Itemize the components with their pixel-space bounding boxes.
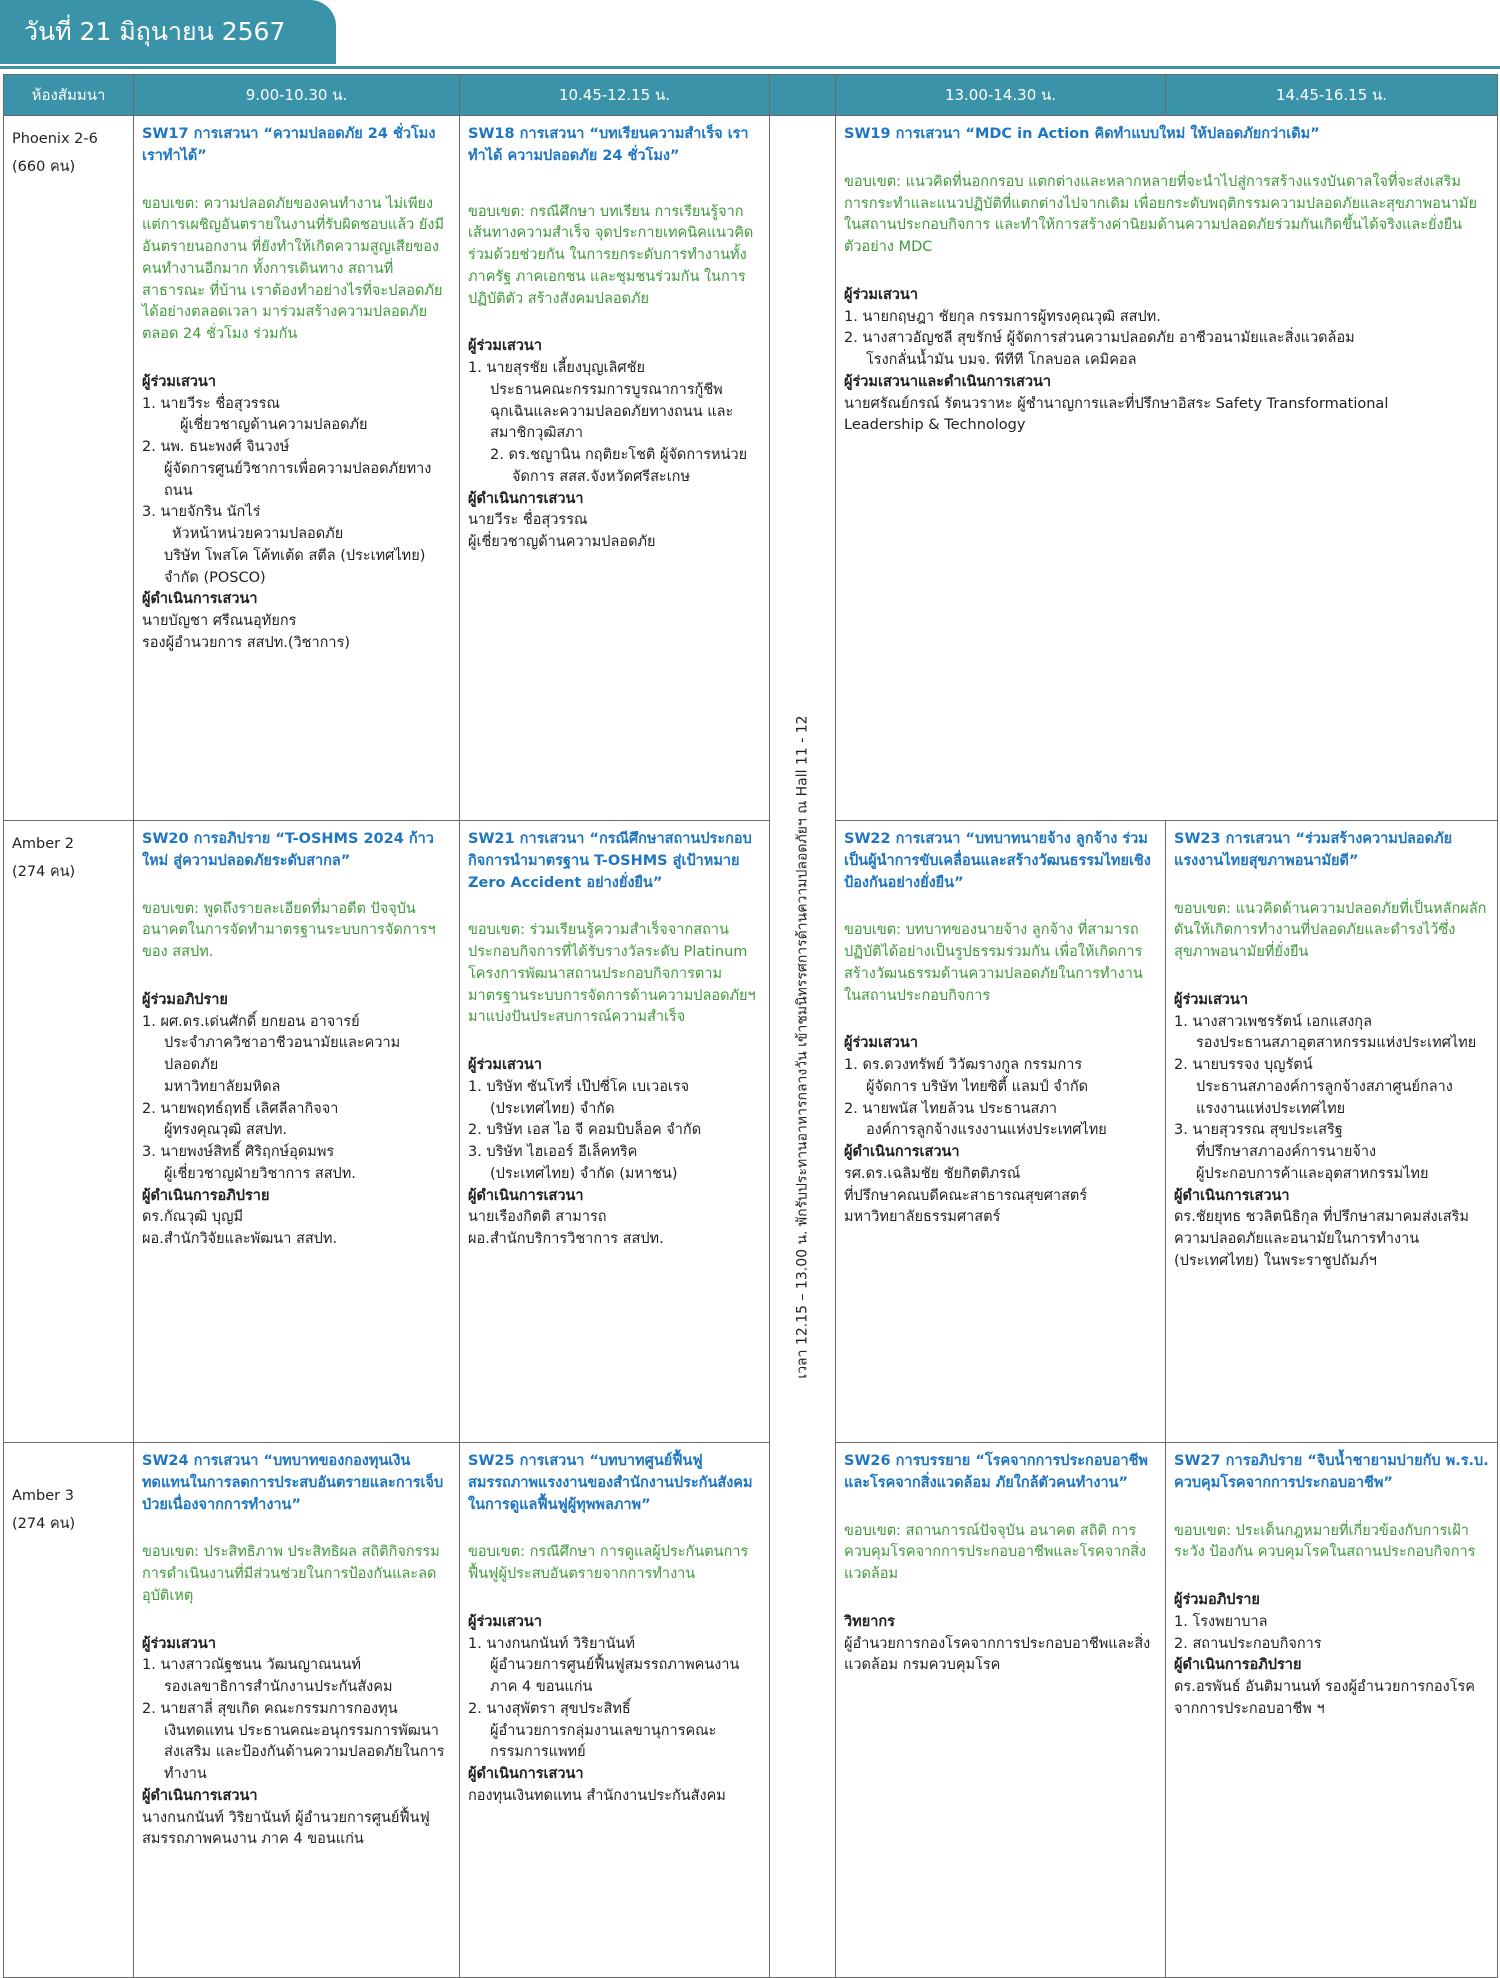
header-slot2: 10.45-12.15 น.: [460, 75, 770, 116]
session-scope: ขอบเขต: สถานการณ์ปัจจุบัน อนาคต สถิติ การควบคุมโรคจากการประกอบอาชีพและโรคจากสิ่งแวดล้อม: [844, 1522, 1147, 1582]
panelist: 2. บริษัท เอส ไอ จี คอมบิบล็อค จำกัด: [468, 1122, 702, 1139]
moderator-detail: ผู้เชี่ยวชาญด้านความปลอดภัย: [468, 534, 656, 550]
moderator: นายศรัณย์กรณ์ รัตนวราหะ ผู้ชำนาญการและที่ปรึกษาอิสระ Safety Transformational Leadership & Technology: [844, 395, 1389, 434]
session-title: SW24 การเสวนา “บทบาทของกองทุนเงินทดแทนในการลดการประสบอันตรายและการเจ็บป่วยเนื่องจากการทำงาน”: [142, 1453, 444, 1513]
moderator-heading: ผู้ดำเนินการเสวนา: [142, 591, 258, 608]
panelist: 1. ผศ.ดร.เด่นศักดิ์ ยกยอน อาจารย์: [142, 1013, 360, 1030]
moderator-heading: ผู้ดำเนินการเสวนา: [1174, 1187, 1290, 1204]
session-title: SW27 การอภิปราย “จิบน้ำชายามบ่ายกับ พ.ร.บ. ควบคุมโรคจากการประกอบอาชีพ”: [1174, 1453, 1489, 1491]
moderator: นายบัญชา ศรีณนอุทัยกร: [142, 613, 297, 629]
header-rule: [0, 66, 1500, 69]
room-name: Phoenix 2-6: [12, 131, 98, 147]
header-room: ห้องสัมมนา: [4, 75, 134, 116]
panelist-detail: (ประเทศไทย) จำกัด: [490, 1100, 615, 1117]
lunch-break-text: เวลา 12.15 – 13.00 น. พักรับประทานอาหารกลางวัน เข้าชมนิทรรศการด้านความปลอดภัยฯ ณ Hall 11 - 12: [794, 714, 810, 1379]
moderator: รศ.ดร.เฉลิมชัย ชัยกิตติภรณ์: [844, 1165, 1021, 1182]
panelist: 1. นายกฤษฎา ชัยกุล กรรมการผู้ทรงคุณวุฒิ สสปท.: [844, 308, 1161, 325]
moderator: นางกนกนันท์ วิริยานันท์ ผู้อำนวยการศูนย์ฟื้นฟูสมรรถภาพคนงาน ภาค 4 ขอนแก่น: [142, 1809, 430, 1848]
panel-heading: ผู้ร่วมเสวนา: [1174, 991, 1248, 1008]
session-sw17: [134, 116, 460, 821]
panelist-detail: ผู้ทรงคุณวุฒิ สสปท.: [164, 1122, 287, 1139]
panelist-detail: (ประเทศไทย) จำกัด (มหาชน): [490, 1165, 678, 1182]
moderator-heading: ผู้ดำเนินการอภิปราย: [1174, 1657, 1302, 1674]
panelist: 2. นายบรรจง บุญรัตน์: [1174, 1057, 1313, 1073]
panelist: 2. นายสาลี่ สุขเกิด คณะกรรมการกองทุน: [142, 1700, 398, 1717]
schedule-table: [3, 74, 1498, 1978]
panelist: 1. นายวีระ ชื่อสุวรรณ: [142, 395, 280, 412]
panelist: 2. สถานประกอบกิจการ: [1174, 1635, 1322, 1652]
session-scope: ขอบเขต: กรณีศึกษา การดูแลผู้ประกันตนการฟื้นฟูผู้ประสบอันตรายจากการทำงาน: [468, 1544, 749, 1582]
session-title: SW22 การเสวนา “บทบาทนายจ้าง ลูกจ้าง ร่วมเป็นผู้นำการขับเคลื่อนและสร้างวัฒนธรรมไทยเชิงป้องกันอย่างยั่งยืน”: [844, 831, 1151, 891]
panel-heading: ผู้ร่วมอภิปราย: [142, 991, 228, 1008]
panelist: 2. นายพนัส ไทยล้วน ประธานสภา: [844, 1100, 1058, 1117]
session-sw27: [1166, 1443, 1498, 1978]
panel-heading: ผู้ร่วมเสวนา: [844, 286, 918, 303]
lunch-break-cell: [770, 116, 836, 1978]
panelist-detail: ผู้เชี่ยวชาญฝ่ายวิชาการ สสปท.: [164, 1165, 356, 1182]
panelist: 2. นางสุพัตรา สุขประสิทธิ์: [468, 1700, 631, 1717]
moderator-detail: รองผู้อำนวยการ สสปท.(วิชาการ): [142, 634, 351, 651]
moderator-heading: ผู้ดำเนินการเสวนา: [468, 1187, 584, 1204]
session-title: SW18 การเสวนา “บทเรียนความสำเร็จ เราทำได้ ความปลอดภัย 24 ชั่วโมง”: [468, 126, 749, 164]
room-capacity: (660 คน): [12, 158, 76, 175]
panel-heading: ผู้ร่วมเสวนา: [844, 1035, 918, 1052]
session-scope: ขอบเขต: แนวคิดด้านความปลอดภัยที่เป็นหลักผลักดันให้เกิดการทำงานที่ปลอดภัยและดำรงไว้ซึ่งสุขภาพอนามัยที่ยั่งยืน: [1174, 900, 1487, 960]
panel-heading: ผู้ร่วมเสวนา: [468, 1057, 542, 1073]
session-sw20: [134, 821, 460, 1443]
panelist: 2. นพ. ธนะพงศ์ จินวงษ์: [142, 439, 290, 455]
speaker-heading: วิทยากร: [844, 1613, 895, 1630]
session-title: SW20 การอภิปราย “T-OSHMS 2024 ก้าวใหม่ สู่ความปลอดภัยระดับสากล”: [142, 831, 434, 869]
panelist-detail: ผู้อำนวยการศูนย์ฟื้นฟูสมรรถภาพคนงาน ภาค 4 ขอนแก่น: [490, 1657, 740, 1695]
session-scope: ขอบเขต: แนวคิดที่นอกกรอบ แตกต่างและหลากหลายที่จะนำไปสู่การสร้างแรงบันดาลใจที่จะส่งเสริมการกระทำและแนวปฏิบัติที่แตกต่างไปจากเดิม เพื่อยกระดับพฤติกรรมความปลอดภัยและสุขภาพอนามัยในสถานประกอบกิจการ และทำให้การสร้างค่านิยมด้านความปลอดภัยร่วมกันเกิดขึ้นได้จริงและยั่งยืน ตัวอย่าง MDC: [844, 173, 1477, 255]
session-scope: ขอบเขต: บทบาทของนายจ้าง ลูกจ้าง ที่สามารถปฏิบัติได้อย่างเป็นรูปธรรมร่วมกัน เพื่อให้เกิดการสร้างวัฒนธรรมด้านความปลอดภัยในการทำงานในสถานประกอบกิจการ: [844, 922, 1143, 1004]
session-scope: ขอบเขต: ประสิทธิภาพ ประสิทธิผล สถิติกิจกรรมการดำเนินงานที่มีส่วนช่วยในการป้องกันและลดอุบัติเหตุ: [142, 1544, 440, 1604]
moderator-detail: ผอ.สำนักวิจัยและพัฒนา สสปท.: [142, 1231, 338, 1247]
panelist-detail: ประธานสภาองค์การลูกจ้างสภาศูนย์กลางแรงงานแห่งประเทศไทย: [1196, 1078, 1453, 1117]
panelist: 2. นางสาวอัญชลี สุขรักษ์ ผู้จัดการส่วนความปลอดภัย อาชีวอนามัยและสิ่งแวดล้อม: [844, 330, 1355, 347]
room-name: Amber 2: [12, 836, 74, 852]
panelist-detail: ที่ปรึกษาสภาองค์การนายจ้าง: [1196, 1144, 1377, 1160]
panel-heading: ผู้ร่วมเสวนา: [468, 338, 542, 355]
session-scope: ขอบเขต: ประเด็นกฎหมายที่เกี่ยวข้องกับการเฝ้าระวัง ป้องกัน ควบคุมโรคในสถานประกอบกิจการ: [1174, 1522, 1476, 1561]
panelist-detail: ผู้จัดการ บริษัท ไทยซิตี้ แลมป์ จำกัด: [866, 1078, 1089, 1095]
panelist-detail: ผู้เชี่ยวชาญด้านความปลอดภัย: [180, 417, 368, 434]
panel-heading: ผู้ร่วมเสวนา: [468, 1613, 542, 1630]
session-title: SW26 การบรรยาย “โรคจากการประกอบอาชีพและโรคจากสิ่งแวดล้อม ภัยใกล้ตัวคนทำงาน”: [844, 1453, 1148, 1491]
panelist: 3. นายสุวรรณ สุขประเสริฐ: [1174, 1122, 1343, 1139]
session-sw24: [134, 1443, 460, 1978]
moderator-detail: ผอ.สำนักบริการวิชาการ สสปท.: [468, 1231, 664, 1247]
moderator-heading: ผู้ดำเนินการเสวนา: [142, 1787, 258, 1804]
panelist-detail: เงินทดแทน ประธานคณะอนุกรรมการพัฒนา ส่งเสริม และป้องกันด้านความปลอดภัยในการทำงาน: [164, 1722, 445, 1782]
row-amber3: [4, 1443, 1498, 1978]
moderator: ดร.อรพันธ์ อันติมานนท์ รองผู้อำนวยการกองโรคจากการประกอบอาชีพ ฯ: [1174, 1679, 1475, 1717]
session-sw21: [460, 821, 770, 1443]
session-title: SW25 การเสวนา “บทบาทศูนย์ฟื้นฟูสมรรถภาพแรงงานของสำนักงานประกันสังคม ในการดูแลฟื้นฟูผู้ทุพพลภาพ”: [468, 1453, 753, 1513]
panelist-detail: ผู้อำนวยการกลุ่มงานเลขานุการคณะกรรมการแพทย์: [490, 1722, 717, 1761]
session-title: SW17 การเสวนา “ความปลอดภัย 24 ชั่วโมง เราทำได้”: [142, 126, 436, 164]
room-capacity: (274 คน): [12, 1515, 76, 1532]
header-slot3: 13.00-14.30 น.: [836, 75, 1166, 116]
session-scope: ขอบเขต: กรณีศึกษา บทเรียน การเรียนรู้จากเส้นทางความสำเร็จ จุดประกายเทคนิคแนวคิดร่วมด้วยช่วยกัน ในการยกระดับการทำงานทั้งภาครัฐ ภาคเอกชน และชุมชนร่วมกัน ในการปฏิบัติตัว สร้างสังคมปลอดภัย: [468, 203, 754, 307]
panel-heading: ผู้ร่วมเสวนา: [142, 1635, 216, 1652]
session-sw23: [1166, 821, 1498, 1443]
panelist-detail: ประจำภาควิชาอาชีวอนามัยและความปลอดภัย: [164, 1035, 401, 1073]
moderator: ดร.ชัยยุทธ ชวลิตนิธิกุล ที่ปรึกษาสมาคมส่งเสริมความปลอดภัยและอนามัยในการทำงาน (ประเทศไทย) ในพระราชูปถัมภ์ฯ: [1174, 1209, 1469, 1269]
panelist-detail: หัวหน้าหน่วยความปลอดภัย: [172, 526, 344, 542]
moderator: กองทุนเงินทดแทน สำนักงานประกันสังคม: [468, 1787, 726, 1804]
header-slot1: 9.00-10.30 น.: [134, 75, 460, 116]
moderator: นายวีระ ชื่อสุวรรณ: [468, 512, 588, 529]
room-amber3: [4, 1443, 134, 1978]
row-phoenix: [4, 116, 1498, 821]
room-name: Amber 3: [12, 1488, 74, 1504]
header-break: [770, 75, 836, 116]
panel-heading: ผู้ร่วมเสวนา: [142, 373, 216, 390]
panelist: 1. นางสาวเพชรรัตน์ เอกแสงกุล: [1174, 1013, 1372, 1030]
session-title: SW21 การเสวนา “กรณีศึกษาสถานประกอบกิจการนำมาตรฐาน T-OSHMS สู่เป้าหมาย Zero Accident อย่างยั่งยืน”: [468, 831, 752, 891]
panelist: 1. นางกนกนันท์ วิริยานันท์: [468, 1635, 635, 1652]
panelist-detail: องค์การลูกจ้างแรงงานแห่งประเทศไทย: [866, 1122, 1107, 1139]
moderator-heading: ผู้ดำเนินการเสวนา: [468, 1766, 584, 1782]
panelist: 3. บริษัท ไฮเออร์ อีเล็คทริค: [468, 1144, 638, 1160]
moderator-heading: ผู้ดำเนินการเสวนา: [844, 1144, 960, 1160]
date-tab: วันที่ 21 มิถุนายน 2567: [0, 0, 336, 64]
session-title: SW23 การเสวนา “ร่วมสร้างความปลอดภัยแรงงานไทยสุขภาพอนามัยดี”: [1174, 831, 1453, 869]
panelist: 3. นายจักริน นักไร่: [142, 504, 261, 521]
panelist: 1. นางสาวณัฐชนน วัฒนญาณนนท์: [142, 1657, 361, 1674]
header-slot4: 14.45-16.15 น.: [1166, 75, 1498, 116]
session-scope: ขอบเขต: พูดถึงรายละเอียดที่มาอดีต ปัจจุบัน อนาคตในการจัดทำมาตรฐานระบบการจัดการฯ ของ สสปท.: [142, 900, 436, 960]
moderator-heading: ผู้ดำเนินการอภิปราย: [142, 1187, 270, 1204]
session-sw25: [460, 1443, 770, 1978]
moderator-heading: ผู้ดำเนินการเสวนา: [468, 490, 584, 507]
row-amber2: [4, 821, 1498, 1443]
room-phoenix: [4, 116, 134, 821]
moderator: นายเรืองกิตติ สามารถ: [468, 1209, 607, 1226]
session-sw26: [836, 1443, 1166, 1978]
session-sw22: [836, 821, 1166, 1443]
panelist-detail: มหาวิทยาลัยมหิดล: [164, 1078, 281, 1095]
session-scope: ขอบเขต: ร่วมเรียนรู้ความสำเร็จจากสถานประกอบกิจการที่ได้รับรางวัลระดับ Platinum โครงการพัฒนาสถานประกอบกิจการตามมาตรฐานระบบการจัดการด้านความปลอดภัยฯ มาแบ่งปันประสบการณ์ความสำเร็จ: [468, 922, 756, 1026]
room-capacity: (274 คน): [12, 863, 76, 880]
room-amber2: [4, 821, 134, 1443]
moderator-heading: ผู้ร่วมเสวนาและดำเนินการเสวนา: [844, 373, 1052, 390]
session-title: SW19 การเสวนา “MDC in Action คิดทำแบบใหม่ ให้ปลอดภัยกว่าเดิม”: [844, 126, 1320, 142]
panelist-detail: โรงกลั่นน้ำมัน บมจ. พีทีที โกลบอล เคมิคอล: [866, 352, 1137, 368]
session-sw18: [460, 116, 770, 821]
panelist-detail: รองประธานสภาอุตสาหกรรมแห่งประเทศไทย: [1196, 1035, 1477, 1052]
moderator-detail: มหาวิทยาลัยธรรมศาสตร์: [844, 1209, 1001, 1226]
panelist: 1. ดร.ดวงทรัพย์ วิวัฒรางกูล กรรมการ: [844, 1057, 1083, 1073]
panelist-detail: ผู้ประกอบการค้าและอุตสาหกรรมไทย: [1196, 1165, 1429, 1182]
panel-heading: ผู้ร่วมอภิปราย: [1174, 1592, 1260, 1608]
panelist: 1. บริษัท ซันโทรี่ เป๊ปซี่โค เบเวอเรจ: [468, 1078, 690, 1095]
speaker: ผู้อำนวยการกองโรคจากการประกอบอาชีพและสิ่งแวดล้อม กรมควบคุมโรค: [844, 1635, 1151, 1674]
panelist-detail: บริษัท โพสโค โค้ทเต้ด สตีล (ประเทศไทย) จำกัด (POSCO): [164, 547, 426, 586]
panelist: 1. นายสุรชัย เลี้ยงบุญเลิศชัย: [468, 360, 645, 376]
panelist-detail: ประธานคณะกรรมการบูรณาการกู้ชีพฉุกเฉินและความปลอดภัยทางถนน และสมาชิกวุฒิสภา: [490, 381, 734, 442]
session-scope: ขอบเขต: ความปลอดภัยของคนทำงาน ไม่เพียงแต่การเผชิญอันตรายในงานที่รับผิดชอบแล้ว ยังมีอันตรายนอกงาน ที่ยังทำให้เกิดความสูญเสียของคนทำงานอีกมาก ทั้งการเดินทาง สถานที่สาธารณะ ที่บ้าน เราต้องทำอย่างไรที่จะปลอดภัยได้อย่างตลอดเวลา มาร่วมสร้างความปลอดภัยตลอด 24 ชั่วโมง ร่วมกัน: [142, 195, 445, 342]
session-sw19: [836, 116, 1498, 821]
panelist-detail: ผู้จัดการศูนย์วิชาการเพื่อความปลอดภัยทางถนน: [164, 460, 432, 499]
panelist: 2. ดร.ชญานิน กฤติยะโชติ ผู้จัดการหน่วยจัดการ สสส.จังหวัดศรีสะเกษ: [490, 447, 748, 485]
panelist: 1. โรงพยาบาล: [1174, 1613, 1268, 1630]
moderator-detail: ที่ปรึกษาคณบดีคณะสาธารณสุขศาสตร์: [844, 1187, 1088, 1204]
header-row: [4, 75, 1498, 116]
panelist: 2. นายพฤทธ์ฤทธิ์ เลิศลีลากิจจา: [142, 1100, 339, 1117]
panelist-detail: รองเลขาธิการสำนักงานประกันสังคม: [164, 1679, 393, 1695]
moderator: ดร.กัณวุฒิ บุญมี: [142, 1209, 244, 1226]
panelist: 3. นายพงษ์สิทธิ์ ศิริฤกษ์อุดมพร: [142, 1144, 335, 1160]
